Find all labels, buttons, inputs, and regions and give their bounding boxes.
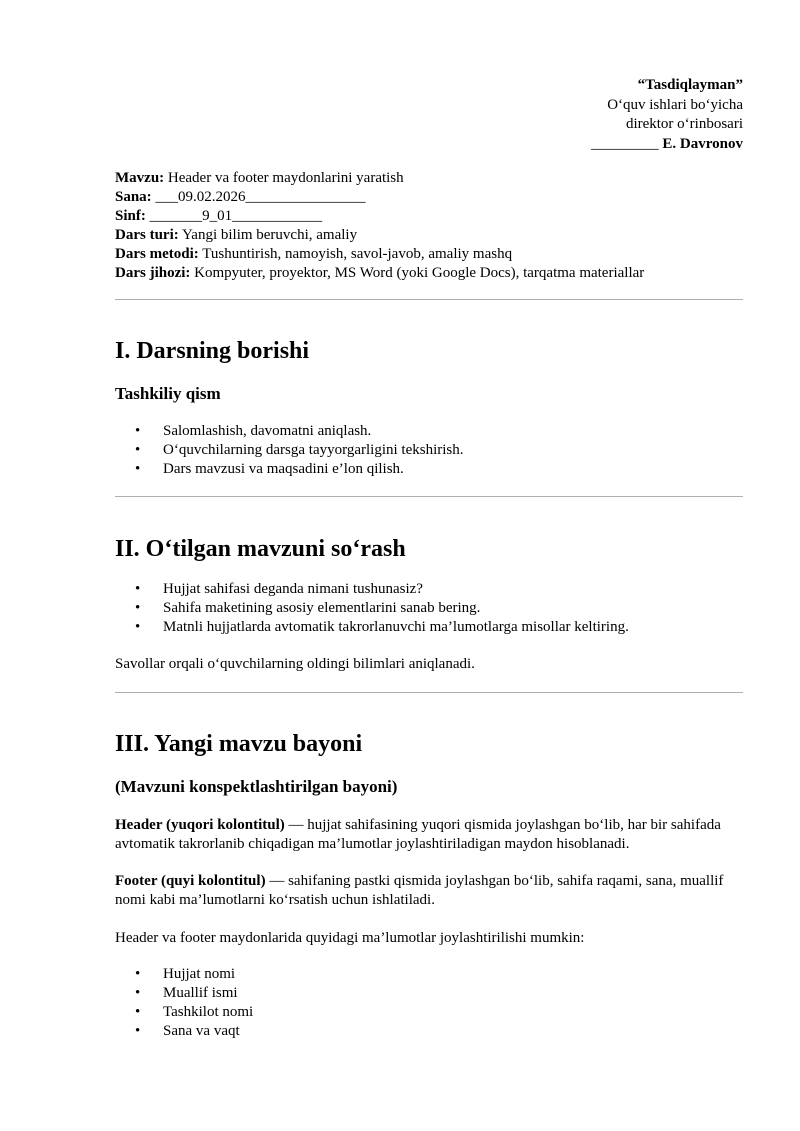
divider-1: [115, 299, 743, 300]
section2-heading: II. O‘tilgan mavzuni so‘rash: [115, 536, 406, 562]
meta-sinf-label: Sinf:: [115, 208, 146, 224]
meta-dars-jihozi-value: Kompyuter, proyektor, MS Word (yoki Google Docs), tarqatma materiallar: [194, 265, 645, 281]
divider-3: [115, 692, 743, 693]
meta-dars-turi-value: Yangi bilim beruvchi, amaliy: [181, 227, 358, 243]
meta-sinf-value: _______9_01____________: [149, 208, 323, 224]
list-item: • Tashkilot nomi: [115, 1003, 253, 1022]
approval-block: [591, 76, 743, 154]
footer-text: — sahifaning pastki qismida joylashgan bo‘lib, sahifa raqami, sana, muallif nomi kabi ma’lumotlarni ko‘rsatish uchun ishlatiladi.: [115, 873, 724, 908]
footer-definition: [115, 872, 743, 910]
list-item: • Sahifa maketining asosiy elementlarini sanab bering.: [115, 599, 629, 618]
approval-line1: O‘quv ishlari bo‘yicha: [607, 96, 743, 113]
approval-line2: direktor o‘rinbosari: [625, 116, 743, 132]
meta-mavzu-value: Header va footer maydonlarini yaratish: [167, 170, 404, 186]
meta-mavzu: [115, 169, 755, 188]
section3-intro: Header va footer maydonlarida quyidagi ma’lumotlar joylashtirilishi mumkin:: [115, 930, 585, 946]
meta-dars-metodi: [115, 245, 755, 264]
divider-2: [115, 496, 743, 497]
section1-subheading: Tashkiliy qism: [115, 384, 221, 403]
list-item: • Hujjat nomi: [115, 965, 253, 984]
footer-term: Footer (quyi kolontitul): [115, 873, 266, 889]
approval-title: “Tasdiqlayman”: [637, 77, 743, 93]
meta-sinf: [115, 207, 755, 226]
meta-sana-label: Sana:: [115, 189, 152, 205]
list-item: • Hujjat sahifasi deganda nimani tushunasiz?: [115, 580, 629, 599]
list-item: • Matnli hujjatlarda avtomatik takrorlanuvchi ma’lumotlarga misollar keltiring.: [115, 618, 629, 637]
approver-name: E. Davronov: [662, 135, 743, 152]
meta-sana-value: ___09.02.2026________________: [155, 189, 366, 205]
meta-dars-jihozi-label: Dars jihozi:: [115, 265, 191, 281]
meta-dars-turi-label: Dars turi:: [115, 227, 179, 243]
signature-blank: _________: [591, 135, 659, 152]
meta-dars-jihozi: [115, 264, 755, 283]
meta-dars-metodi-label: Dars metodi:: [115, 246, 199, 262]
list-item: • Dars mavzusi va maqsadini e’lon qilish.: [115, 460, 464, 479]
section2-note: Savollar orqali o‘quvchilarning oldingi bilimlari aniqlanadi.: [115, 656, 475, 672]
meta-sana: [115, 188, 755, 207]
header-text: — hujjat sahifasining yuqori qismida joylashgan bo‘lib, har bir sahifada avtomatik takrorlanib chiqadigan ma’lumotlar joylashtiriladigan maydon hisoblanadi.: [115, 817, 721, 852]
header-definition: [115, 816, 743, 854]
section1-list: [115, 422, 464, 479]
section1-heading: I. Darsning borishi: [115, 338, 310, 364]
header-term: Header (yuqori kolontitul): [115, 817, 285, 833]
lesson-meta: [115, 169, 755, 283]
meta-dars-metodi-value: Tushuntirish, namoyish, savol-javob, amaliy mashq: [202, 246, 513, 262]
list-item: • O‘quvchilarning darsga tayyorgarligini tekshirish.: [115, 441, 464, 460]
approval-signature: [591, 135, 743, 155]
section3-list: [115, 965, 253, 1041]
list-item: • Muallif ismi: [115, 984, 253, 1003]
section3-heading: III. Yangi mavzu bayoni: [115, 731, 363, 757]
list-item: • Sana va vaqt: [115, 1022, 253, 1041]
meta-dars-turi: [115, 226, 755, 245]
list-item: • Salomlashish, davomatni aniqlash.: [115, 422, 464, 441]
section2-list: [115, 580, 629, 637]
section3-subheading: (Mavzuni konspektlashtirilgan bayoni): [115, 777, 398, 796]
meta-mavzu-label: Mavzu:: [115, 170, 165, 186]
